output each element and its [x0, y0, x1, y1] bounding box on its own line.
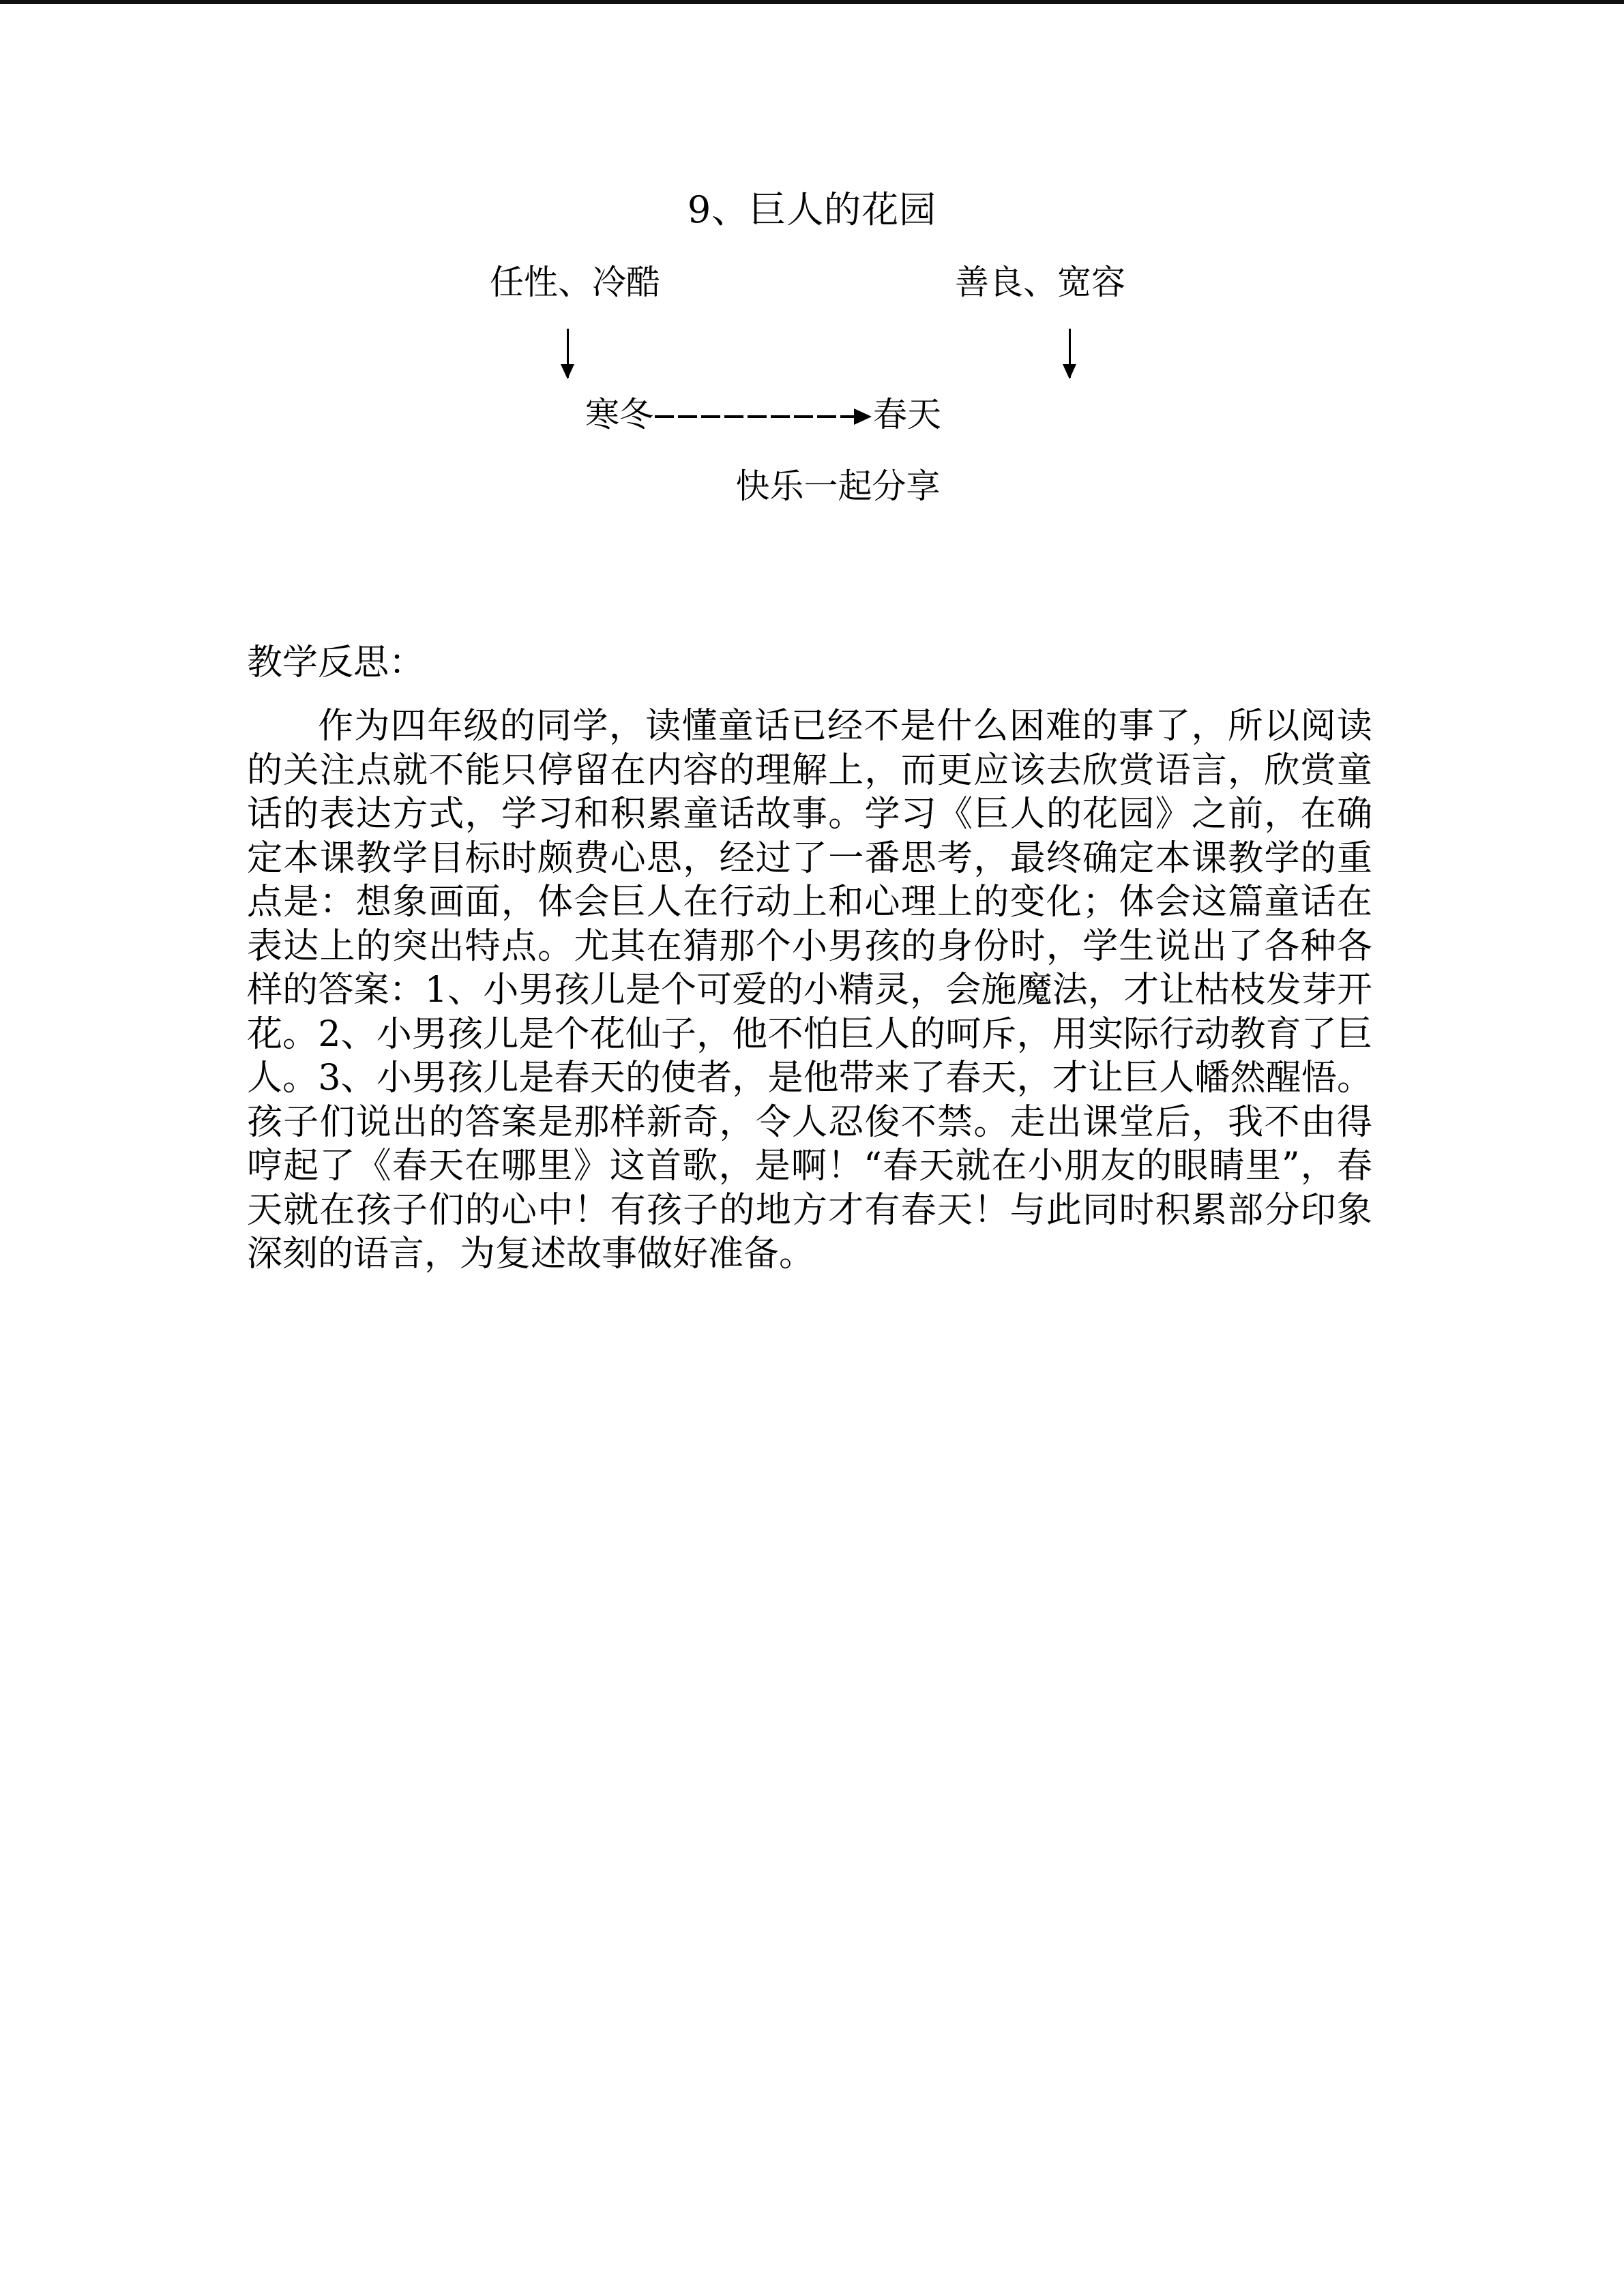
- reflection-paragraph: 作为四年级的同学，读懂童话已经不是什么困难的事了，所以阅读的关注点就不能只停留在内容的理解上，而更应该去欣赏语言，欣赏童话的表达方式，学习和积累童话故事。学习《巨人的花园》之前，在确定本课教学目标时颇费心思，经过了一番思考，最终确定本课教学的重点是：想象画面，体会巨人在行动上和心理上的变化；体会这篇童话在表达上的突出特点。尤其在猜那个小男孩的身份时，学生说出了各种各样的答案：1、小男孩儿是个可爱的小精灵，会施魔法，才让枯枝发芽开花。2、小男孩儿是个花仙子，他不怕巨人的呵斥，用实际行动教育了巨人。3、小男孩儿是春天的使者，是他带来了春天，才让巨人幡然醒悟。孩子们说出的答案是那样新奇，令人忍俊不禁。走出课堂后，我不由得哼起了《春天在哪里》这首歌，是啊！“春天就在小朋友的眼睛里”，春天就在孩子们的心中！有孩子的地方才有春天！与此同时积累部分印象深刻的语言，为复述故事做好准备。: [247, 706, 1372, 1274]
- section-heading-reflection: 教学反思：: [247, 642, 425, 683]
- season-to-label: 春天: [873, 395, 941, 434]
- right-arrow-icon: [655, 398, 872, 432]
- season-transition-group: [585, 394, 941, 435]
- down-arrow-icon-left: [567, 329, 569, 378]
- concept-map-terms-row: [0, 258, 1624, 319]
- concept-map: [0, 258, 1624, 544]
- concept-map-season-row: [0, 394, 1624, 462]
- season-from-label: 寒冬: [585, 395, 653, 434]
- concept-closing-label: 快乐一起分享: [735, 466, 941, 506]
- concept-term-left: 任性、冷酷: [490, 263, 660, 302]
- down-arrow-icon-right: [1069, 329, 1071, 378]
- concept-map-closing-row: [0, 466, 1624, 507]
- page-title: 9、巨人的花园: [687, 188, 937, 231]
- reflection-body: [247, 704, 1372, 1277]
- concept-term-right: 善良、宽容: [955, 263, 1125, 302]
- concept-map-arrows-row: [0, 325, 1624, 400]
